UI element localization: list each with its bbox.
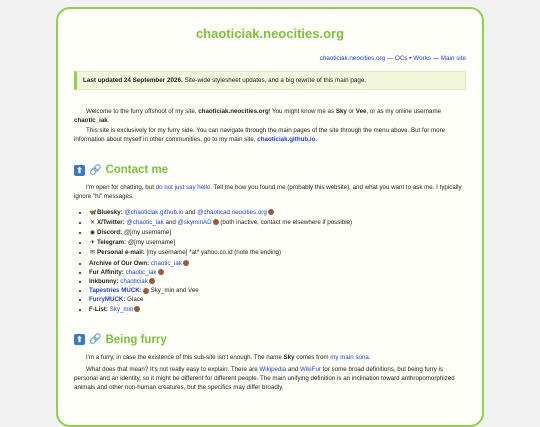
avatar-icon xyxy=(183,260,189,266)
nav-separator: — xyxy=(431,55,441,62)
nav-works-link[interactable]: Works xyxy=(413,55,431,62)
bluesky-link-1[interactable]: @chaoticiak.github.io xyxy=(124,208,184,216)
contact-text: [my username] *at* yahoo.co.id (note the ending) xyxy=(144,249,282,257)
anchor-link-icon[interactable]: 🔗 xyxy=(89,164,102,176)
wikifur-link[interactable]: WikiFur xyxy=(299,366,321,374)
intro-text: This site is exclusively for my furry side. You can navigate through the main pages of the site through the menu above. But for more information about myself in other communities, go to my main site, xyxy=(74,127,446,143)
contact-heading xyxy=(74,164,466,176)
nav-separator: — xyxy=(385,55,395,62)
contact-text: I'm open for chatting, but xyxy=(86,184,156,192)
furry-text: and xyxy=(286,366,300,374)
contact-item-telegram xyxy=(89,238,466,248)
contact-label: Inkbunny: xyxy=(89,277,119,285)
furry-text: . xyxy=(368,353,371,361)
top-nav xyxy=(74,55,466,62)
contact-heading-text: Contact me xyxy=(105,164,169,177)
contact-label: F-List: xyxy=(89,305,108,313)
intro-username: chaotic_iak xyxy=(74,116,108,124)
intro-text: Welcome to the furry offshoot of my site, xyxy=(86,108,199,115)
bluesky-icon: 🦋 xyxy=(89,209,97,216)
furry-paragraph xyxy=(74,354,466,363)
contact-label: Archive of Our Own: xyxy=(89,259,150,267)
avatar-icon xyxy=(134,306,140,312)
update-notice xyxy=(74,71,466,90)
x-icon: ✕ xyxy=(89,219,96,226)
contact-item-discord xyxy=(89,228,466,238)
furry-text: for some broad definitions, but being furry is personal and an identity, so it might be different for different people. The main unifying definition is an inclination toward anthropomorphized animals and other non-human creatures, but the specifics may differ broadly. xyxy=(74,366,455,391)
contact-text: @[my username] xyxy=(126,239,176,247)
contact-item-inkbunny xyxy=(89,277,466,286)
avatar-icon xyxy=(158,269,164,275)
furry-text: I'm a furry, in case the existence of this sub-site isn't enough. The name xyxy=(86,353,284,361)
contact-label: Fur Affinity: xyxy=(89,268,124,276)
page-container xyxy=(56,7,484,427)
ao3-link[interactable]: chaotic_iak xyxy=(150,259,182,267)
furry-heading xyxy=(74,334,466,346)
contact-item-bluesky xyxy=(89,208,466,218)
contact-text: and xyxy=(163,218,178,226)
intro-text: . xyxy=(315,135,318,143)
furry-text: What does that mean? It's not really easy to explain. There are xyxy=(86,366,260,374)
back-to-top-icon[interactable]: ⬆ xyxy=(74,334,85,345)
contact-text: . Tell me how you found me (probably this website), and what you want to ask me. I typically ignore "hi" messages. xyxy=(74,184,462,200)
furry-text: comes from xyxy=(294,353,331,361)
nav-ocs-link[interactable]: OCs xyxy=(394,55,408,62)
contact-item-furrymuck xyxy=(89,295,466,304)
contact-label: Telegram: xyxy=(97,239,127,247)
contact-text: Sky_min and Vee xyxy=(148,287,199,295)
intro-paragraph xyxy=(74,108,466,125)
contact-item-flist xyxy=(89,305,466,314)
nav-main-site-link[interactable]: Main site xyxy=(440,55,466,62)
furry-paragraph-2 xyxy=(74,366,466,392)
contact-label: Bluesky: xyxy=(97,208,123,216)
contact-list xyxy=(74,208,466,314)
furry-name-sky: Sky xyxy=(283,353,295,361)
main-site-link[interactable]: chaoticiak.github.io xyxy=(257,135,316,143)
contact-item-twitter xyxy=(89,218,466,228)
intro-name-vee: Vee xyxy=(355,108,367,115)
contact-text: Glace xyxy=(125,296,144,304)
nav-separator: • xyxy=(407,55,414,62)
contact-item-email xyxy=(89,248,466,258)
intro-text: . xyxy=(107,116,110,124)
intro-text: or xyxy=(346,108,356,115)
intro-name-sky: Sky xyxy=(335,108,347,115)
discord-icon: ◉ xyxy=(89,229,96,236)
back-to-top-icon[interactable]: ⬆ xyxy=(74,165,85,176)
no-hello-link[interactable]: do not just say hello xyxy=(155,184,211,192)
contact-label: X/Twitter: xyxy=(97,218,125,226)
avatar-icon xyxy=(149,278,155,284)
twitter-link-1[interactable]: @chaotic_iak xyxy=(126,218,164,226)
anchor-link-icon[interactable]: 🔗 xyxy=(89,334,102,346)
telegram-icon: ✈ xyxy=(89,240,96,247)
site-title: chaoticiak.neocities.org xyxy=(195,26,345,41)
intro-paragraph-2 xyxy=(74,127,466,144)
contact-text: (both inactive, contact me elsewhere if possible) xyxy=(218,218,353,226)
contact-text: and xyxy=(183,208,198,216)
notice-text: Site-wide stylesheet updates, and a big rewrite of this main page. xyxy=(182,77,367,84)
contact-item-furaffinity xyxy=(89,268,466,277)
intro-site-name: chaoticiak.neocities.org xyxy=(198,108,269,115)
intro-text: , or as my online username xyxy=(366,108,442,115)
nav-home-link[interactable]: chaoticiak.neocities.org xyxy=(319,55,386,62)
mail-icon: ✉ xyxy=(89,250,96,257)
furrymuck-link[interactable]: FurryMUCK: xyxy=(89,296,126,304)
contact-text: @[my username] xyxy=(122,228,172,236)
inkbunny-link[interactable]: chaoticiak xyxy=(120,277,148,285)
notice-date: Last updated 24 September 2026. xyxy=(83,77,183,84)
avatar-icon xyxy=(268,209,274,215)
contact-item-ao3 xyxy=(89,259,466,268)
furry-heading-text: Being furry xyxy=(105,333,167,346)
contact-item-tapestries xyxy=(89,286,466,295)
twitter-link-2[interactable]: @skyminAD xyxy=(177,218,212,226)
furaffinity-link[interactable]: chaotic_iak xyxy=(125,268,157,276)
tapestries-link[interactable]: Tapestries MUCK: xyxy=(89,287,142,295)
intro-text: ! You might know me as xyxy=(268,108,336,115)
flist-link[interactable]: Sky_min xyxy=(109,305,134,313)
wikipedia-link[interactable]: Wikipedia xyxy=(259,366,287,374)
bluesky-link-2[interactable]: @chaoticad.neocities.org xyxy=(197,208,267,216)
contact-label: Personal e-mail: xyxy=(97,249,145,257)
main-sona-link[interactable]: my main sona xyxy=(330,353,369,361)
contact-paragraph xyxy=(74,184,466,201)
contact-label: Discord: xyxy=(97,228,123,236)
